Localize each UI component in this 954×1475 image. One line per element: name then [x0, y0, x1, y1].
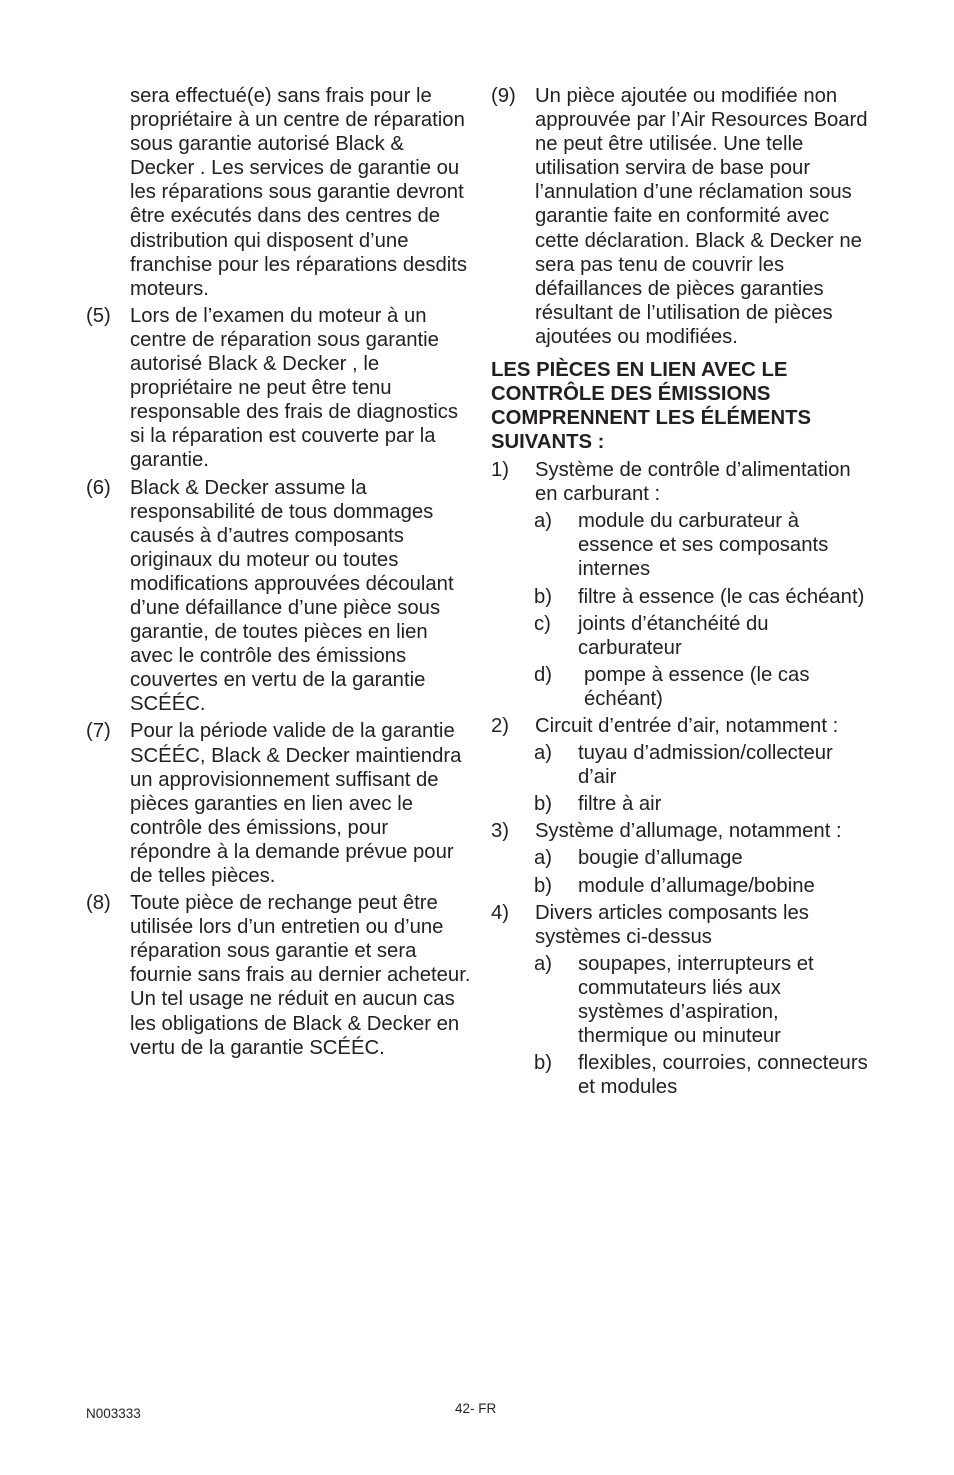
paragraph-7: [86, 719, 471, 888]
item-text: Système d’allumage, notamment :: [535, 820, 842, 843]
paragraph-text: Un pièce ajoutée ou modifiée non approuvée par l’Air Resources Board ne peut être utilisée. Une telle utilisation servira de base pour l’annulation d’une réclamation sous garantie faite en conformité avec cette déclaration. Black & Decker ne sera pas tenu de couvrir les défaillances de pièces garanties résultant de l’utilisation de pièces ajoutées ou modifiées.: [535, 85, 868, 348]
list-item-4: [491, 901, 871, 949]
sub-item: [491, 663, 871, 711]
sub-item-letter: b): [534, 585, 553, 608]
sub-item: [491, 846, 871, 870]
paragraph-continuation: [86, 84, 471, 301]
sub-item: [491, 585, 871, 609]
section-heading: LES PIÈCES EN LIEN AVEC LE CONTRÔLE DES ÉMISSIONS COMPRENNENT LES ÉLÉMENTS SUIVANTS :: [491, 359, 812, 454]
sub-item-letter: a): [534, 510, 553, 533]
page-number: 42- FR: [455, 1401, 497, 1416]
paragraph-8: [86, 891, 471, 1060]
sub-item-letter: a): [534, 847, 553, 870]
sub-item-text: tuyau d’admission/collecteur d’air: [578, 742, 833, 789]
paragraph-9: [491, 84, 871, 349]
sub-item-text: joints d’étanchéité du carburateur: [578, 612, 769, 659]
paragraph-text: Lors de l’examen du moteur à un centre de réparation sous garantie autorisé Black & Decker , le propriétaire ne peut être tenu responsable des frais de diagnostics si la réparation est couverte par la garantie.: [130, 304, 459, 472]
paragraph-number: (9): [491, 85, 516, 107]
sub-item-text: filtre à essence (le cas échéant): [578, 585, 865, 608]
paragraph-text: sera effectué(e) sans frais pour le propriétaire à un centre de réparation sous garantie autorisé Black & Decker . Les services de garantie ou les réparations sous garantie devront être exécutés dans des centres de distribution qui disposent d’une franchise pour les réparations desdits moteurs.: [130, 85, 468, 300]
sub-item-letter: b): [534, 793, 553, 816]
sub-item-letter: a): [534, 952, 553, 975]
paragraph-text: Pour la période valide de la garantie SCÉÉC, Black & Decker maintiendra un approvisionnement suffisant de pièces garanties en lien avec le contrôle des émissions, pour répondre à la demande prévue pour de telles pièces.: [130, 720, 462, 887]
paragraph-number: (5): [86, 304, 111, 327]
sub-item-letter: b): [534, 874, 553, 897]
sub-item-text: filtre à air: [578, 793, 662, 816]
sub-item: [491, 952, 871, 1048]
sub-item: [491, 874, 871, 898]
paragraph-text: Toute pièce de rechange peut être utilisée lors d’un entretien ou d’une réparation sous garantie et sera fournie sans frais au dernier acheteur. Un tel usage ne réduit en aucun cas les obligations de Black & Decker en vertu de la garantie SCÉÉC.: [130, 892, 471, 1059]
sub-item: [491, 1051, 871, 1099]
list-item-2: [491, 714, 871, 738]
sub-item-text: module du carburateur à essence et ses composants internes: [578, 510, 829, 581]
sub-item: [491, 612, 871, 660]
sub-item-text: flexibles, courroies, connecteurs et modules: [578, 1052, 868, 1099]
item-number: 2): [491, 714, 510, 737]
sub-item-letter: a): [534, 742, 553, 765]
list-item-3: [491, 819, 871, 843]
sub-item-letter: c): [534, 612, 551, 635]
right-column: [491, 84, 871, 1102]
item-text: Circuit d’entrée d’air, notamment :: [535, 714, 839, 737]
sub-item-letter: b): [534, 1052, 553, 1075]
paragraph-number: (6): [86, 476, 111, 499]
sub-item-text: soupapes, interrupteurs et commutateurs liés aux systèmes d’aspiration, thermique ou minuteur: [578, 952, 814, 1048]
sub-item-letter: d): [534, 663, 553, 686]
sub-item-text: bougie d’allumage: [578, 847, 743, 870]
item-text: Divers articles composants les systèmes ci-dessus: [535, 901, 809, 948]
left-column: [86, 84, 471, 1063]
sub-item-text: pompe à essence (le cas échéant): [584, 663, 810, 710]
paragraph-6: [86, 476, 471, 717]
sub-item-text: module d’allumage/bobine: [578, 874, 815, 897]
sub-item: [491, 509, 871, 581]
paragraph-5: [86, 304, 471, 473]
sub-item: [491, 741, 871, 789]
list-item-1: [491, 458, 871, 506]
item-number: 4): [491, 901, 510, 924]
paragraph-text: Black & Decker assume la responsabilité de tous dommages causés à d’autres composants originaux du moteur ou toutes modifications approuvées découlant d’une défaillance d’une pièce sous garantie, de toutes pièces en lien avec le contrôle des émissions couvertes en vertu de la garantie SCÉÉC.: [130, 476, 454, 716]
item-text: Système de contrôle d’alimentation en carburant :: [535, 459, 851, 506]
item-number: 1): [491, 459, 510, 482]
sub-item: [491, 792, 871, 816]
item-number: 3): [491, 820, 510, 843]
paragraph-number: (8): [86, 892, 111, 915]
paragraph-number: (7): [86, 720, 111, 743]
document-code: N003333: [86, 1406, 141, 1421]
